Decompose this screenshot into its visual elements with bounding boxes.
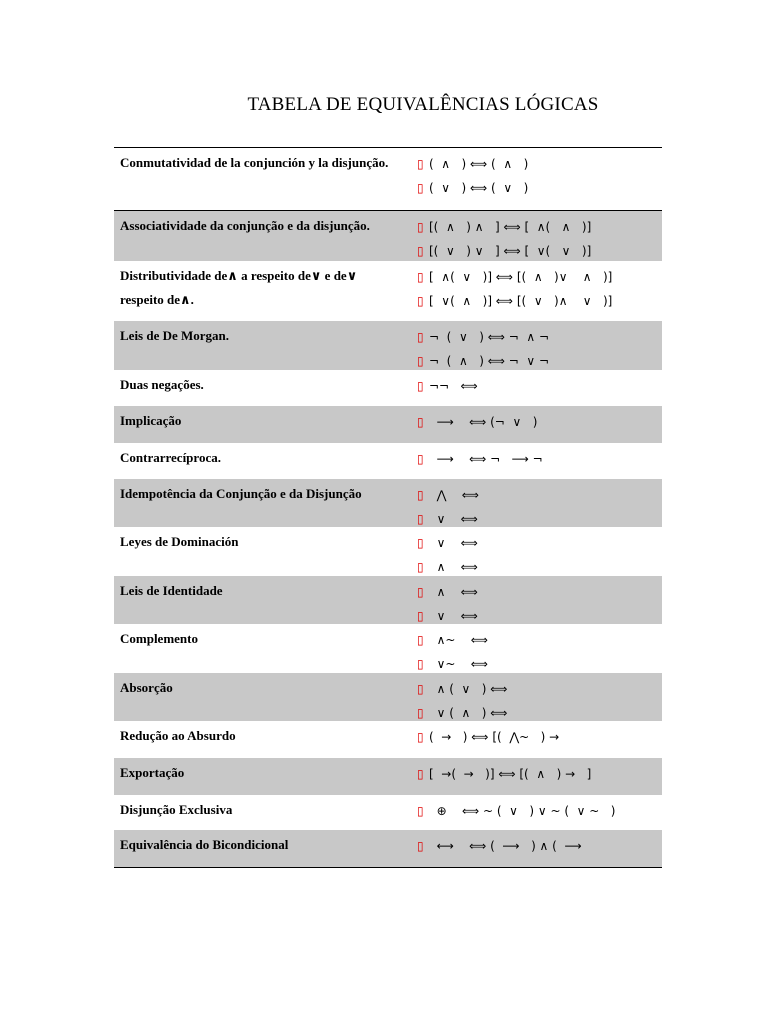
law-name: Leis de De Morgan. [120, 328, 230, 343]
formula-cell [417, 758, 657, 786]
table-row [114, 443, 662, 479]
formula: ⟶ ⟺ (¬ ∨ ) [429, 415, 538, 429]
formula-cell [417, 673, 657, 725]
law-name: Duas negações. [120, 377, 204, 392]
formula: ∧~ ⟺ [429, 633, 496, 647]
formula-cell [417, 406, 657, 434]
table-row [114, 830, 662, 867]
law-name: Implicação [120, 413, 182, 428]
equivalence-table [114, 147, 662, 868]
formula: ∨ ⟺ [429, 512, 486, 526]
formula: ∨ ⟺ [429, 536, 486, 550]
table-row [114, 210, 662, 261]
formula: ( ∧ ) ⟺ ( ∧ ) [429, 157, 529, 171]
symbol-marker-icon: ▯ [417, 294, 424, 308]
formula: ⟷ ⟺ ( ⟶ ) ∧ ( ⟶ [429, 839, 590, 853]
law-name: Redução ao Absurdo [120, 728, 236, 743]
formula: ⋀ ⟺ [429, 488, 487, 502]
law-name: Contrarrecíproca. [120, 450, 221, 465]
formula: ∧ ( ∨ ) ⟺ [429, 682, 516, 696]
formula-cell [417, 479, 657, 531]
symbol-marker-icon: ▯ [417, 536, 424, 550]
symbol-marker-icon: ▯ [417, 330, 424, 344]
table-row [114, 321, 662, 370]
formula-cell [417, 830, 657, 858]
formula-cell [417, 211, 657, 263]
table-row [114, 673, 662, 721]
law-name: Absorção [120, 680, 173, 695]
symbol-marker-icon: ▯ [417, 730, 424, 744]
table-row [114, 527, 662, 576]
table-row [114, 721, 662, 758]
law-name: Conmutatividad de la conjunción y la disjunção. [120, 155, 389, 170]
formula-cell [417, 370, 657, 398]
table-row [114, 624, 662, 673]
formula-cell [417, 148, 657, 200]
formula: [( ∧ ) ∧ ] ⟺ [ ∧( ∧ )] [429, 220, 592, 234]
symbol-marker-icon: ▯ [417, 633, 424, 647]
formula: ∨ ( ∧ ) ⟺ [429, 706, 516, 720]
law-name: Complemento [120, 631, 198, 646]
symbol-marker-icon: ▯ [417, 804, 424, 818]
law-name: Disjunção Exclusiva [120, 802, 233, 817]
symbol-marker-icon: ▯ [417, 839, 424, 853]
law-name: Associatividade da conjunção e da disjunção. [120, 218, 370, 233]
law-name: Exportação [120, 765, 185, 780]
formula: [ ∧( ∨ )] ⟺ [( ∧ )∨ ∧ )] [429, 270, 613, 284]
formula: ¬ ( ∧ ) ⟺ ¬ ∨ ¬ [429, 354, 553, 368]
formula: [( ∨ ) ∨ ] ⟺ [ ∨( ∨ )] [429, 244, 592, 258]
table-row [114, 261, 662, 321]
symbol-marker-icon: ▯ [417, 488, 424, 502]
formula: ∨ ⟺ [429, 609, 486, 623]
table-row [114, 795, 662, 830]
formula: ( ∨ ) ⟺ ( ∨ ) [429, 181, 529, 195]
symbol-marker-icon: ▯ [417, 706, 424, 720]
table-row [114, 406, 662, 443]
law-name: Leis de Identidade [120, 583, 223, 598]
formula: [ ∨( ∧ )] ⟺ [( ∨ )∧ ∨ )] [429, 294, 613, 308]
symbol-marker-icon: ▯ [417, 767, 424, 781]
symbol-marker-icon: ▯ [417, 354, 424, 368]
formula: ∧ ⟺ [429, 560, 486, 574]
table-row [114, 758, 662, 795]
symbol-marker-icon: ▯ [417, 157, 424, 171]
symbol-marker-icon: ▯ [417, 244, 424, 258]
table-row [114, 479, 662, 527]
symbol-marker-icon: ▯ [417, 181, 424, 195]
table-row [114, 148, 662, 210]
law-name: Distributividade de∧ a respeito de∨ e de∨ respeito de∧. [120, 268, 358, 307]
symbol-marker-icon: ▯ [417, 585, 424, 599]
formula-cell [417, 527, 657, 579]
symbol-marker-icon: ▯ [417, 512, 424, 526]
formula: ∨~ ⟺ [429, 657, 496, 671]
symbol-marker-icon: ▯ [417, 682, 424, 696]
formula-cell [417, 795, 657, 823]
formula: [ →( → )] ⟺ [( ∧ ) → ] [429, 767, 592, 781]
symbol-marker-icon: ▯ [417, 415, 424, 429]
symbol-marker-icon: ▯ [417, 657, 424, 671]
law-name: Equivalência do Bicondicional [120, 837, 289, 852]
formula-cell [417, 443, 657, 471]
table-row [114, 370, 662, 406]
law-name: Idempotência da Conjunção e da Disjunção [120, 486, 362, 501]
formula-cell [417, 576, 657, 628]
formula: ⊕ ⟺ ~ ( ∨ ) ∨ ~ ( ∨ ~ ) [429, 804, 616, 818]
page-title: TABELA DE EQUIVALÊNCIAS LÓGICAS [247, 94, 599, 115]
symbol-marker-icon: ▯ [417, 609, 424, 623]
formula-cell [417, 261, 657, 313]
formula: ( → ) ⟺ [( ⋀~ ) → [429, 730, 567, 744]
symbol-marker-icon: ▯ [417, 220, 424, 234]
formula: ¬ ( ∨ ) ⟺ ¬ ∧ ¬ [429, 330, 553, 344]
formula: ⟶ ⟺ ¬ ⟶ ¬ [429, 452, 547, 466]
formula-cell [417, 321, 657, 373]
symbol-marker-icon: ▯ [417, 452, 424, 466]
formula: ¬¬ ⟺ [429, 379, 486, 393]
table-row [114, 576, 662, 624]
formula-cell [417, 721, 657, 749]
law-name: Leyes de Dominación [120, 534, 239, 549]
symbol-marker-icon: ▯ [417, 560, 424, 574]
formula-cell [417, 624, 657, 676]
symbol-marker-icon: ▯ [417, 270, 424, 284]
formula: ∧ ⟺ [429, 585, 486, 599]
symbol-marker-icon: ▯ [417, 379, 424, 393]
